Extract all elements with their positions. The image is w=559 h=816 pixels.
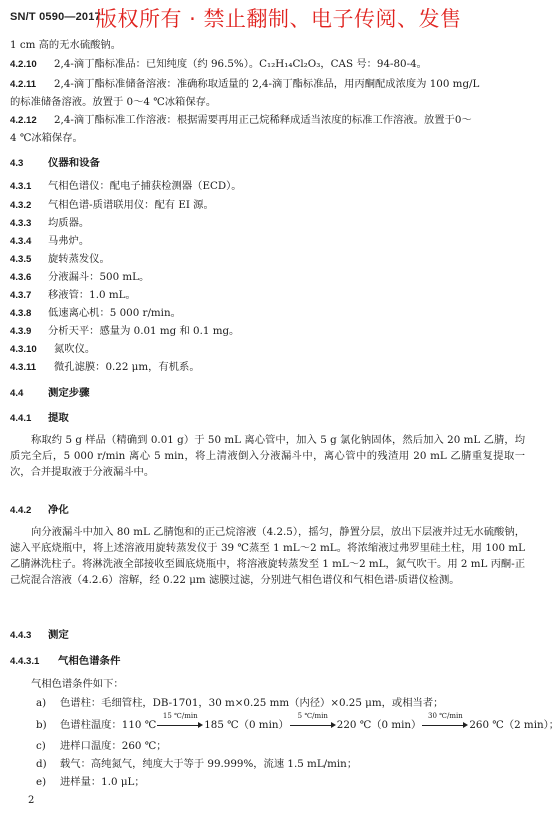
item-4-2-11 — [10, 77, 525, 93]
section-number: 4.4.3.1 — [10, 656, 40, 667]
item-text: 氮吹仪。 — [54, 343, 96, 355]
section-title: 仪器和设备 — [48, 157, 100, 169]
item-label: a) — [36, 697, 47, 709]
gc-item-d — [10, 757, 357, 773]
ramp-arrow-1 — [157, 712, 203, 731]
section-number: 4.4 — [10, 388, 24, 399]
item-text: 气相色谱-质谱联用仪：配有 EI 源。 — [48, 199, 214, 211]
item-label: c) — [36, 740, 46, 752]
item-label: b) — [36, 719, 47, 731]
item-4-3-4 — [10, 234, 525, 250]
item-number: 4.2.12 — [10, 115, 37, 126]
ramp-arrow-2 — [290, 712, 336, 731]
item-text: 微孔滤膜：0.22 μm，有机系。 — [54, 361, 200, 373]
section-number: 4.4.1 — [10, 413, 32, 424]
section-heading-4-4-2 — [10, 502, 525, 519]
item-4-3-1 — [10, 179, 525, 195]
section-number: 4.3 — [10, 158, 24, 169]
item-text: 马弗炉。 — [48, 235, 90, 247]
section-number: 4.4.2 — [10, 505, 32, 516]
ramp-rate-3: 30 ℃/min — [428, 712, 463, 720]
item-number: 4.2.11 — [10, 79, 37, 90]
item-text: 进样量：1.0 μL； — [60, 776, 145, 788]
item-text: 移液管：1.0 mL。 — [48, 289, 136, 301]
item-4-3-8 — [10, 306, 525, 322]
item-4-3-3 — [10, 216, 525, 232]
item-text: 2,4-滴丁酯标准品：已知纯度（约 96.5%）。C₁₂H₁₄Cl₂O₃，CAS 号：94-80-4。 — [54, 58, 427, 70]
temp-step-1: 185 ℃（0 min） — [204, 719, 289, 731]
paragraph-cleanup: 向分液漏斗中加入 80 mL 乙腈饱和的正己烷溶液（4.2.5），摇匀，静置分层，放出下层液并过无水硫酸钠，滤入平底烧瓶中，将上述溶液用旋转蒸发仪于 39 ℃蒸至 1 mL～2 mL。将浓缩液过弗罗里硅土柱，用 100 mL 乙腈淋洗柱子。将淋洗液全部接收至圆底烧瓶中，将溶液旋转蒸发至 1 mL～2 mL，氮气吹干。用 2 mL 丙酮-正己烷混合溶液（4.2.6）溶解，经 0.22 μm 滤膜过滤，分别进气相色谱仪和气相色谱-质谱仪检测。 — [10, 526, 525, 586]
item-4-3-6 — [10, 270, 525, 286]
gc-item-b — [10, 712, 559, 734]
item-4-2-12 — [10, 113, 525, 129]
item-number: 4.3.6 — [10, 272, 32, 283]
section-heading-4-4 — [10, 385, 525, 402]
item-4-3-9 — [10, 324, 525, 340]
item-number: 4.3.8 — [10, 308, 32, 319]
standard-code: SN/T 0590—2017 — [10, 11, 101, 23]
gc-item-a — [10, 696, 443, 712]
item-text: 2,4-滴丁酯标准工作溶液：根据需要再用正己烷稀释成适当浓度的标准工作溶液。放置于0～ — [54, 114, 472, 126]
section-title: 测定步骤 — [48, 387, 90, 399]
item-4-3-2 — [10, 198, 525, 214]
temp-prefix: 色谱柱温度：110 ℃ — [60, 719, 157, 731]
temp-step-2: 220 ℃（0 min） — [336, 719, 422, 731]
item-number: 4.3.3 — [10, 218, 32, 229]
item-number: 4.3.9 — [10, 326, 32, 337]
item-number: 4.3.11 — [10, 362, 37, 373]
item-text: 旋转蒸发仪。 — [48, 253, 110, 265]
section-heading-4-3 — [10, 155, 525, 172]
item-text: 分液漏斗：500 mL。 — [48, 271, 150, 283]
gc-item-c — [10, 739, 167, 755]
section-title: 测定 — [48, 629, 69, 641]
item-text: 载气：高纯氮气，纯度大于等于 99.999%，流速 1.5 mL/min； — [60, 758, 358, 770]
item-number: 4.3.10 — [10, 344, 37, 355]
ramp-rate-2: 5 ℃/min — [297, 712, 328, 720]
item-number: 4.2.10 — [10, 59, 37, 70]
item-number: 4.3.2 — [10, 200, 32, 211]
section-heading-4-4-1 — [10, 410, 525, 427]
section-number: 4.4.3 — [10, 630, 32, 641]
ramp-arrow-3 — [422, 712, 468, 731]
item-number: 4.3.7 — [10, 290, 32, 301]
item-number: 4.3.4 — [10, 236, 32, 247]
item-4-2-11-cont: 的标准储备溶液。放置于 0～4 ℃冰箱保存。 — [10, 96, 217, 108]
item-4-3-5 — [10, 252, 525, 268]
section-heading-4-4-3 — [10, 627, 525, 644]
item-number: 4.3.5 — [10, 254, 32, 265]
item-4-2-12-cont: 4 ℃冰箱保存。 — [10, 132, 83, 144]
page-number: 2 — [28, 795, 35, 806]
section-title: 气相色谱条件 — [58, 655, 121, 667]
ramp-rate-1: 15 ℃/min — [162, 712, 198, 720]
copyright-watermark: 版权所有 · 禁止翻制、电子传阅、发售 — [96, 7, 462, 31]
gc-intro: 气相色谱条件如下： — [31, 678, 124, 690]
item-text: 低速离心机：5 000 r/min。 — [48, 307, 181, 319]
item-label: d) — [36, 758, 47, 770]
item-4-3-10 — [10, 342, 525, 358]
item-number: 4.3.1 — [10, 181, 32, 192]
continuation-line: 1 cm 高的无水硫酸钠。 — [10, 39, 122, 51]
item-text: 均质器。 — [48, 217, 90, 229]
gc-item-e — [10, 775, 145, 791]
item-text: 分析天平：感量为 0.01 mg 和 0.1 mg。 — [48, 325, 240, 337]
section-heading-4-4-3-1 — [10, 653, 525, 670]
item-text: 2,4-滴丁酯标准储备溶液：准确称取适量的 2,4-滴丁酯标准品，用丙酮配成浓度为 100 mg/L — [54, 78, 480, 90]
item-4-2-10 — [10, 57, 525, 73]
temp-step-3: 260 ℃（2 min）； — [469, 719, 559, 731]
section-title: 提取 — [48, 412, 69, 424]
item-text: 进样口温度：260 ℃； — [60, 740, 167, 752]
item-label: e) — [36, 776, 47, 788]
item-4-3-11 — [10, 360, 525, 376]
item-text: 气相色谱仪：配电子捕获检测器（ECD）。 — [48, 180, 242, 192]
item-4-3-7 — [10, 288, 525, 304]
section-title: 净化 — [48, 504, 69, 516]
item-text: 色谱柱：毛细管柱，DB-1701，30 m×0.25 mm（内径）×0.25 μm，或相当者； — [60, 697, 444, 709]
paragraph-extraction: 称取约 5 g 样品（精确到 0.01 g）于 50 mL 离心管中，加入 5 g 氯化钠固体，然后加入 20 mL 乙腈，均质完全后，5 000 r/min 离心 5 min，将上清液倒入分液漏斗中，离心管中的残渣用 20 mL 乙腈重复提取一次，合并提取液于分液漏斗中。 — [10, 434, 525, 478]
